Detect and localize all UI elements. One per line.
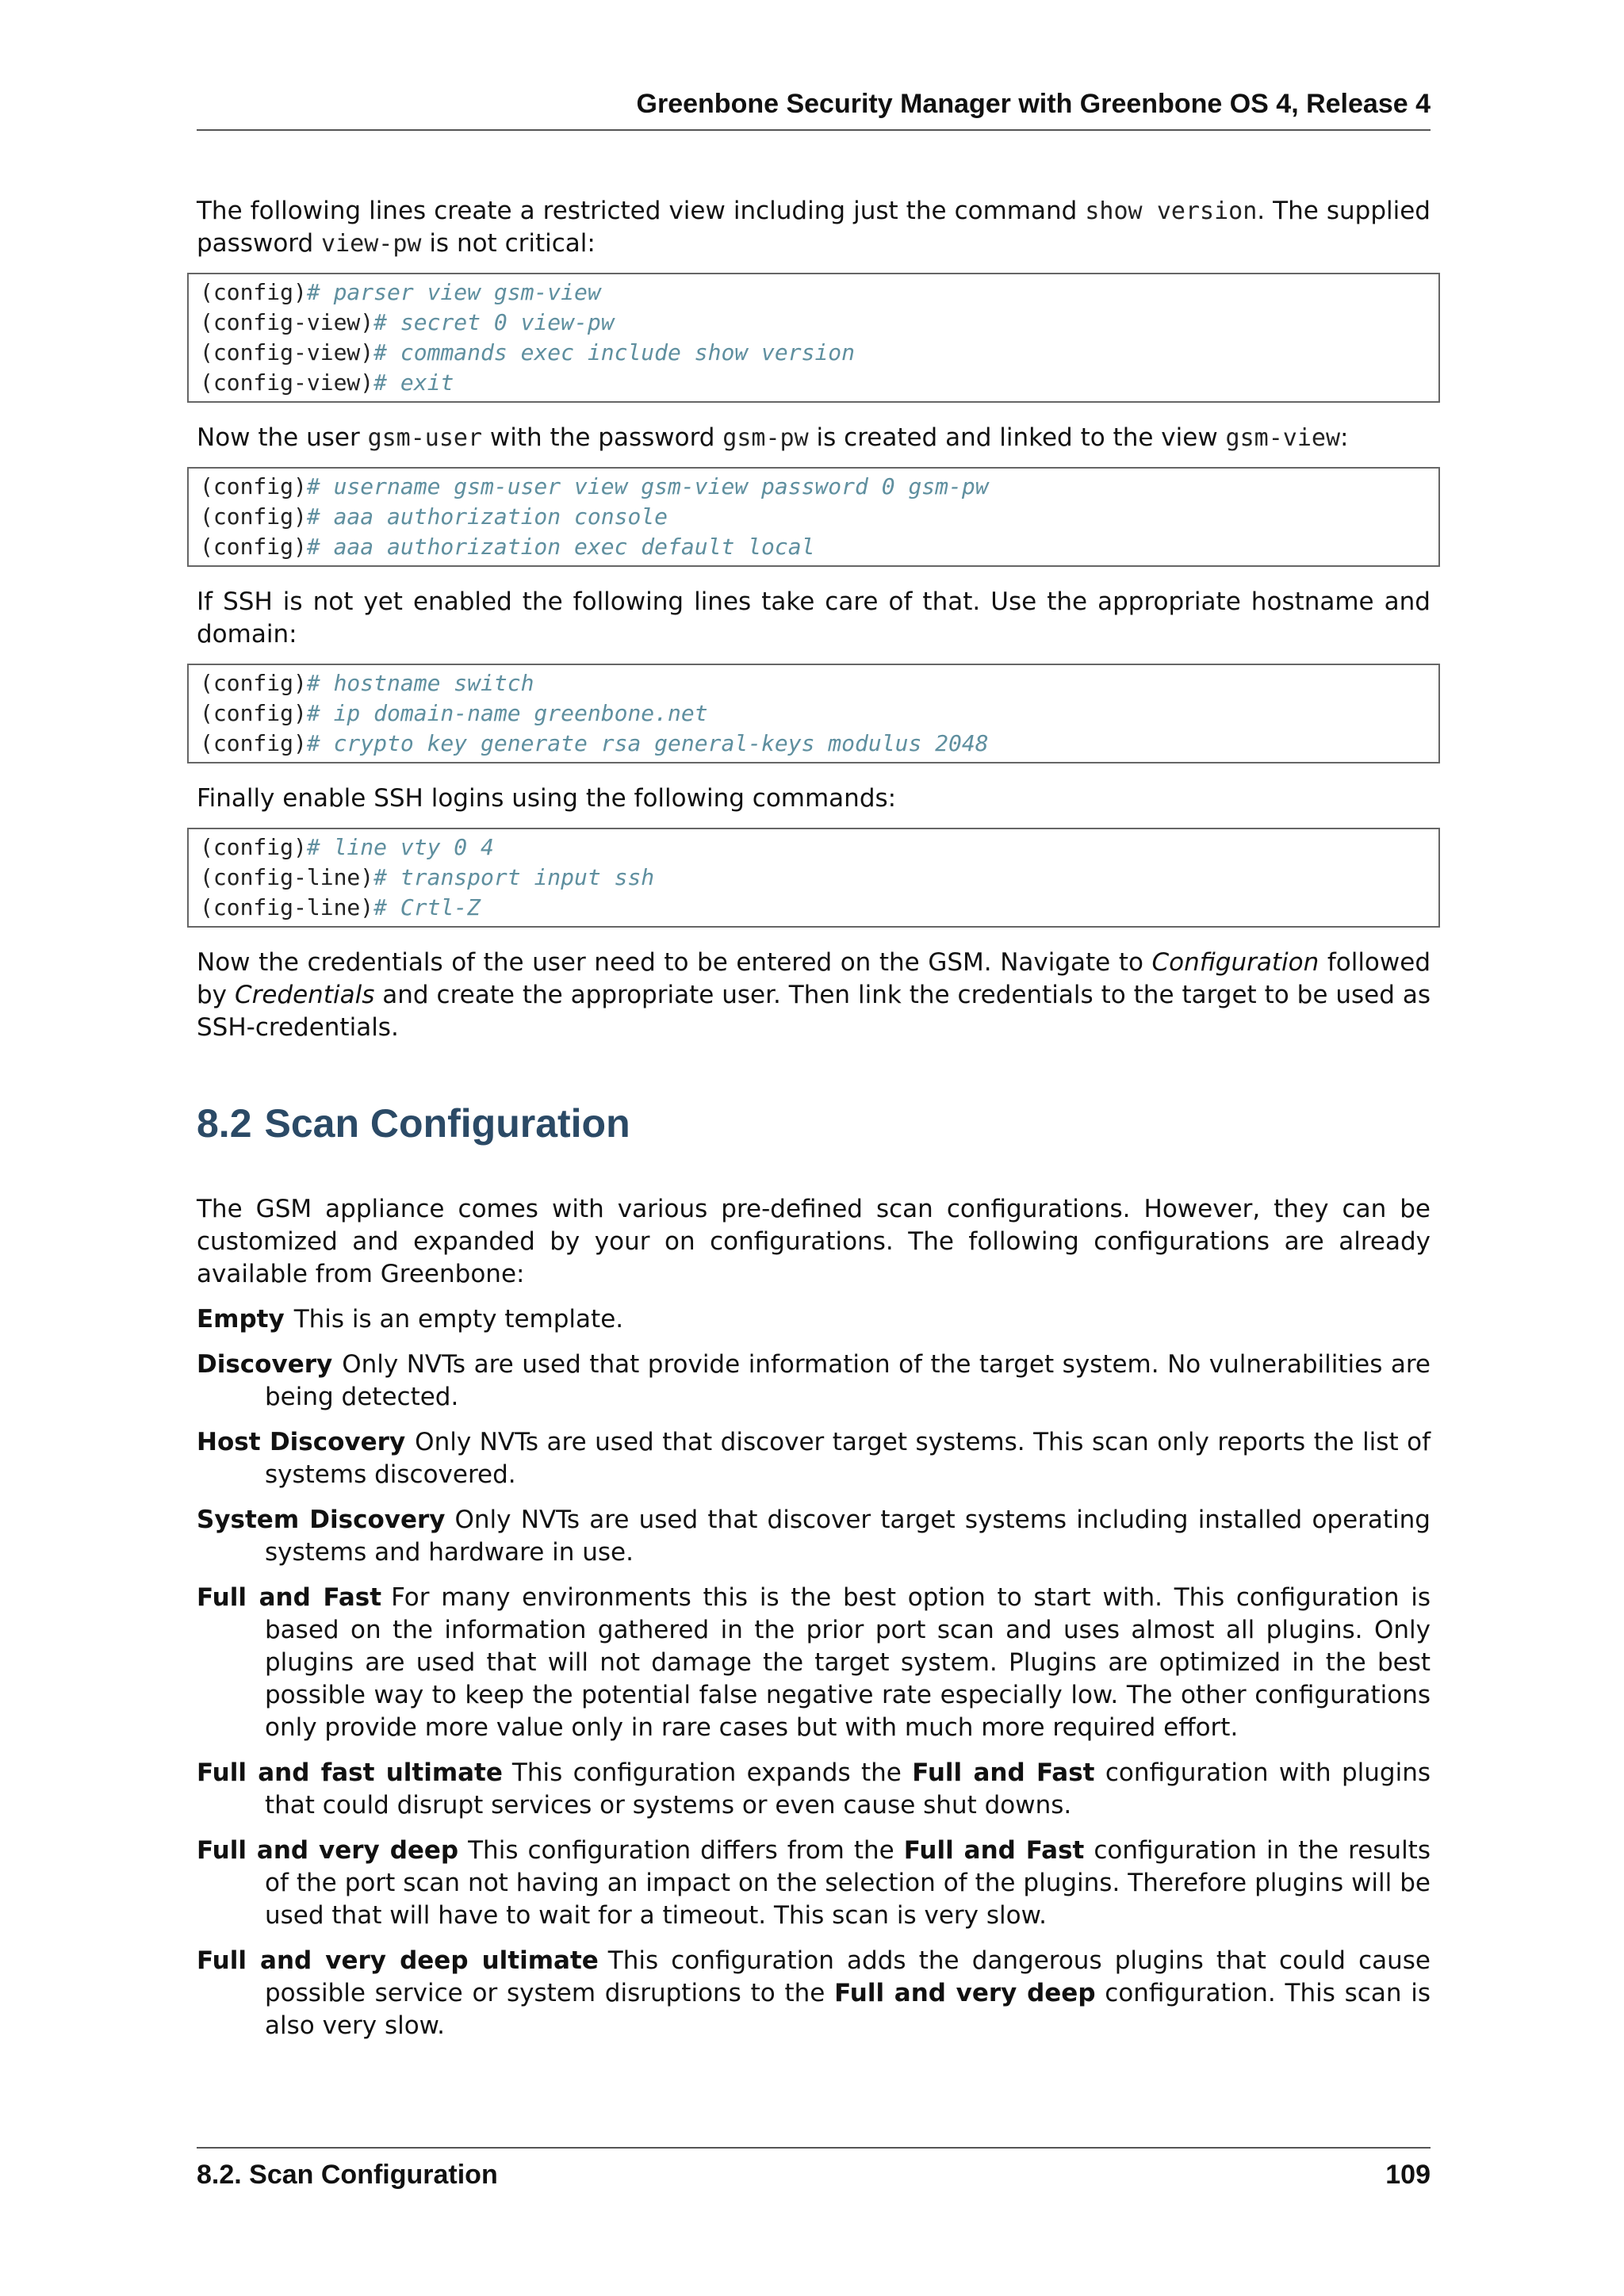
paragraph-ssh-enable: If SSH is not yet enabled the following lines take care of that. Use the appropriate hostname and domain:: [197, 587, 1431, 649]
header-title: Greenbone Security Manager with Greenbone OS 4, Release 4: [636, 89, 1431, 119]
paragraph-section-intro: The GSM appliance comes with various pre-defined scan configurations. However, they can be customized and expanded by your on configurations. The following configurations are already available from Greenbone:: [197, 1195, 1431, 1288]
definition-item: Full and Fast For many environments this is the best option to start with. This configuration is based on the information gathered in the prior port scan and uses almost all plugins. Only plugins are used that will not damage the target system. Plugins are optimized in the best possible way to keep the potential false negative rate especially low. The other configurations only provide more value only in rare cases but with much more required effort.: [197, 1583, 1431, 1742]
code-line: (config)# aaa authorization exec default local: [200, 534, 815, 560]
code-line: (config-view)# secret 0 view-pw: [200, 309, 615, 335]
definition-list: [197, 1303, 1431, 2042]
definition-term: Full and fast ultimate: [197, 1758, 503, 1787]
running-footer: [197, 2147, 1431, 2191]
definition-item: Full and very deep This configuration differs from the Full and Fast configuration in the results of the port scan not having an impact on the selection of the plugins. Therefore plugins will be used that will have to wait for a timeout. This scan is very slow.: [197, 1836, 1431, 1930]
paragraph-ssh-logins: Finally enable SSH logins using the following commands:: [197, 784, 897, 813]
definition-term: Discovery: [197, 1350, 333, 1379]
code-line: (config)# parser view gsm-view: [200, 279, 601, 305]
definition-item: Empty This is an empty template.: [197, 1305, 624, 1334]
definition-term: Full and very deep: [197, 1836, 459, 1865]
emphasis: Credentials: [234, 981, 375, 1009]
emphasis: Configuration: [1151, 948, 1320, 977]
inline-code: gsm-user: [367, 424, 483, 452]
section-number: 8.2: [197, 1101, 252, 1146]
definition-item: Discovery Only NVTs are used that provide information of the target system. No vulnerabilities are being detected.: [197, 1350, 1431, 1411]
definition-term: Host Discovery: [197, 1428, 406, 1456]
code-block: [187, 467, 1440, 567]
code-line: (config)# line vty 0 4: [200, 834, 494, 860]
definition-item: Full and fast ultimate This configuration expands the Full and Fast configuration with plugins that could disrupt services or systems or even cause shut downs.: [197, 1758, 1431, 1820]
paragraph-restricted-view: The following lines create a restricted view including just the command show version. The supplied password view-pw is not critical:: [197, 197, 1431, 258]
footer-section: 8.2. Scan Configuration: [197, 2160, 498, 2190]
definition-term: Full and very deep ultimate: [197, 1946, 599, 1975]
page-number: 109: [1385, 2160, 1431, 2190]
code-line: (config-line)# Crtl-Z: [200, 894, 481, 920]
code-line: (config-view)# commands exec include show version: [200, 339, 856, 365]
definition-term: Full and Fast: [197, 1583, 382, 1612]
definition-term: Empty: [197, 1305, 285, 1334]
code-line: (config)# username gsm-user view gsm-view password 0 gsm-pw: [200, 473, 989, 499]
definition-term: System Discovery: [197, 1506, 446, 1534]
code-line: (config)# crypto key generate rsa general-keys modulus 2048: [200, 730, 989, 756]
inline-code: show version: [1085, 197, 1258, 225]
section-heading: [197, 1100, 1431, 1147]
code-line: (config)# aaa authorization console: [200, 503, 668, 530]
definition-item: Host Discovery Only NVTs are used that discover target systems. This scan only reports the list of systems discovered.: [197, 1428, 1431, 1489]
inline-code: gsm-view: [1225, 424, 1341, 452]
paragraph-user-created: Now the user gsm-user with the password gsm-pw is created and linked to the view gsm-view:: [197, 423, 1349, 452]
code-line: (config)# ip domain-name greenbone.net: [200, 700, 708, 726]
inline-code: view-pw: [321, 230, 422, 258]
paragraph-credentials: Now the credentials of the user need to be entered on the GSM. Navigate to Configuration followed by Credentials and create the appropriate user. Then link the credentials to the target to be used as SSH-credentials.: [197, 948, 1431, 1042]
code-block: [187, 828, 1440, 928]
code-line: (config)# hostname switch: [200, 670, 534, 696]
inline-code: gsm-pw: [722, 424, 809, 452]
code-block: [187, 664, 1440, 763]
definition-item: Full and very deep ultimate This configuration adds the dangerous plugins that could cause possible service or system disruptions to the Full and very deep configuration. This scan is also very slow.: [197, 1946, 1431, 2040]
page-content: [197, 195, 1431, 2055]
definition-item: System Discovery Only NVTs are used that discover target systems including installed operating systems and hardware in use.: [197, 1506, 1431, 1567]
code-line: (config-view)# exit: [200, 369, 454, 396]
section-title: Scan Configuration: [264, 1101, 630, 1146]
code-block: [187, 273, 1440, 403]
running-header: [197, 89, 1431, 131]
code-line: (config-line)# transport input ssh: [200, 864, 655, 890]
